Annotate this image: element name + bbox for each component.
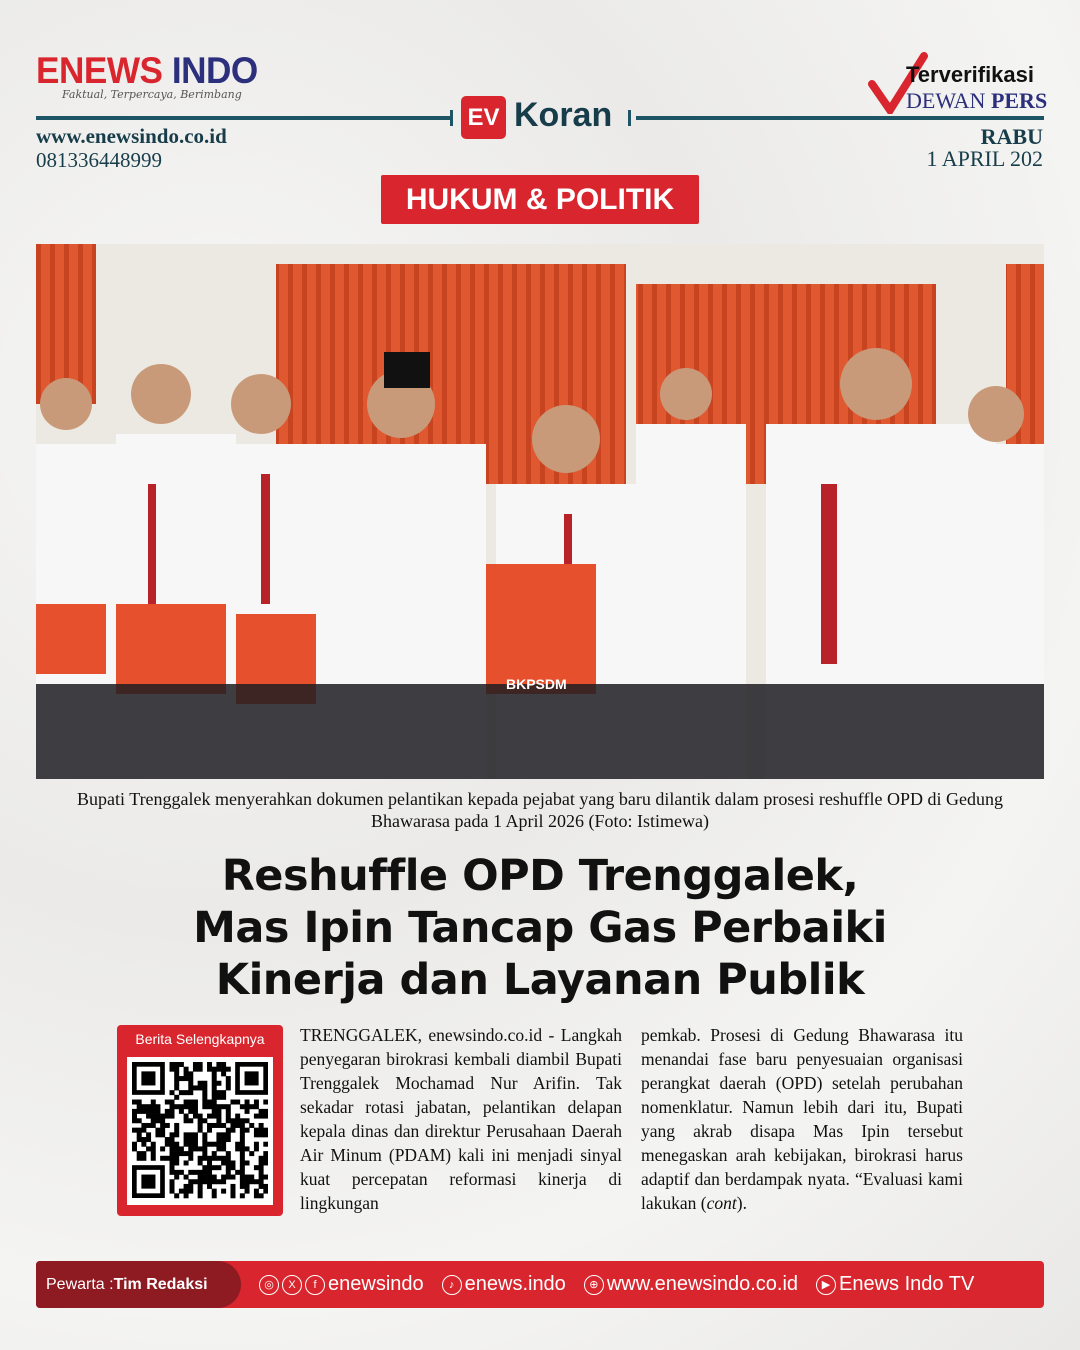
social-enewsindo[interactable]: ◎ X f enewsindo bbox=[259, 1273, 424, 1296]
qr-code[interactable] bbox=[127, 1057, 273, 1205]
category-badge: HUKUM & POLITIK bbox=[381, 175, 699, 224]
tiktok-icon: ♪ bbox=[442, 1275, 462, 1295]
website-link[interactable]: ⊕ www.enewsindo.co.id bbox=[584, 1273, 798, 1296]
headline-line: Kinerja dan Layanan Publik bbox=[215, 955, 865, 1005]
ev-logo-icon: EV bbox=[461, 96, 506, 139]
dewan-pers: DEWAN PERS bbox=[906, 88, 1048, 113]
reporter: Pewarta : Tim Redaksi bbox=[36, 1261, 241, 1308]
divider-tick bbox=[450, 110, 453, 126]
facebook-icon: f bbox=[305, 1275, 325, 1295]
photo-illustration bbox=[36, 244, 1044, 779]
qr-card[interactable] bbox=[117, 1025, 283, 1216]
youtube-icon: ▶ bbox=[816, 1275, 836, 1295]
verification-title: Terverifikasi bbox=[906, 62, 1035, 87]
headline-line: Mas Ipin Tancap Gas Perbaiki bbox=[193, 903, 887, 953]
youtube-link[interactable]: ▶ Enews Indo TV bbox=[816, 1273, 974, 1296]
date-label: 1 APRIL 202 bbox=[926, 146, 1043, 171]
x-icon: X bbox=[282, 1275, 302, 1295]
day-label: RABU bbox=[980, 124, 1043, 149]
headline bbox=[60, 850, 1020, 1006]
article-column-2: pemkab. Prosesi di Gedung Bhawarasa itu menandai fase baru penyesuaian organisasi perangkat daerah (OPD) setelah perubahan nomenklatur. Namun lebih dari itu, Bupati yang akrab disapa Mas Ipin tersebut menegaskan arah kebijakan, birokrasi harus adaptif dan berdampak nyata. “Evaluasi kami lakukan (cont). bbox=[641, 1025, 963, 1213]
header-divider-left bbox=[36, 116, 452, 120]
social-tiktok[interactable]: ♪ enews.indo bbox=[442, 1273, 566, 1296]
qr-label: Berita Selengkapnya bbox=[135, 1031, 265, 1047]
footer-bar bbox=[36, 1261, 1044, 1308]
globe-icon: ⊕ bbox=[584, 1275, 604, 1295]
website-url[interactable]: www.enewsindo.co.id bbox=[36, 124, 227, 148]
header-divider-right bbox=[636, 116, 1044, 120]
folder-label: BKPSDM bbox=[506, 676, 567, 692]
brand-tagline: Faktual, Terpercaya, Berimbang bbox=[62, 88, 242, 101]
qr-code-icon bbox=[132, 1062, 268, 1200]
article-column-1: TRENGGALEK, enewsindo.co.id - Langkah penyegaran birokrasi kembali diambil Bupati Trenggalek Mochamad Nur Arifin. Tak sekadar rotasi jabatan, pelantikan delapan kepala dinas dan direktur Perusahaan Daerah Air Minum (PDAM) kali ini menjadi sinyal kuat percepatan reformasi kinerja di lingkungan bbox=[300, 1025, 622, 1213]
news-photo bbox=[36, 244, 1044, 779]
instagram-icon: ◎ bbox=[259, 1275, 279, 1295]
brand-logo: ENEWS INDO bbox=[36, 50, 258, 91]
photo-caption: Bupati Trenggalek menyerahkan dokumen pelantikan kepada pejabat yang baru dilantik dalam prosesi reshuffle OPD di Gedung Bhawarasa pada 1 April 2026 (Foto: Istimewa) bbox=[77, 789, 1003, 831]
headline-line: Reshuffle OPD Trenggalek, bbox=[221, 851, 859, 901]
edition-label: Koran bbox=[514, 96, 613, 134]
divider-tick bbox=[628, 110, 631, 126]
phone-number: 081336448999 bbox=[36, 148, 162, 172]
